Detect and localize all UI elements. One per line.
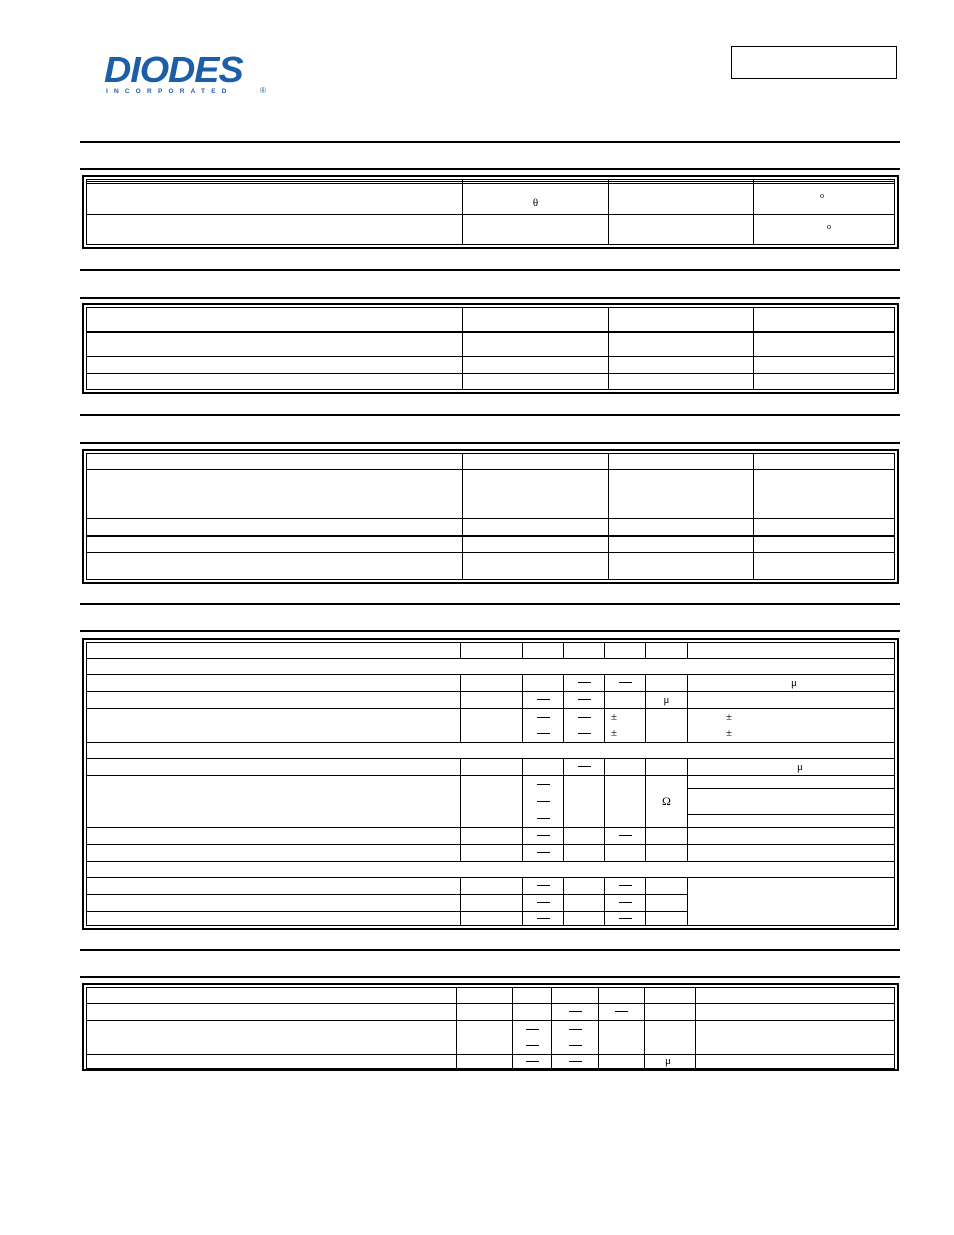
plusminus-symbol: ±: [611, 727, 618, 740]
section-rule-top: [80, 949, 900, 951]
thermal-table: [82, 175, 899, 249]
logo-subtext: INCORPORATED: [106, 88, 233, 95]
ohm-symbol: Ω: [662, 793, 671, 808]
section-rule-top: [80, 414, 900, 416]
ratings-table: [82, 303, 899, 394]
plusminus-symbol: ±: [726, 710, 733, 723]
section-rule-bottom: [80, 297, 900, 299]
section-rule-top: [80, 141, 900, 143]
characteristics-table: [82, 449, 899, 584]
section-rule-bottom: [80, 630, 900, 632]
switching-table: [82, 983, 899, 1071]
micro-symbol: μ: [663, 693, 670, 706]
electrical-characteristics-table: [82, 638, 899, 930]
degree-symbol: o: [827, 221, 831, 231]
logo-wordmark: DIODES: [104, 49, 243, 90]
micro-symbol: μ: [665, 1055, 671, 1067]
section-rule-top: [80, 269, 900, 271]
part-number-box: [731, 46, 897, 79]
diodes-logo: [104, 49, 266, 98]
section-rule-bottom: [80, 976, 900, 978]
micro-symbol: μ: [791, 676, 797, 689]
plusminus-symbol: ±: [611, 710, 618, 723]
registered-mark: ®: [260, 86, 266, 95]
micro-symbol: μ: [797, 760, 803, 773]
section-rule-top: [80, 603, 900, 605]
section-rule-bottom: [80, 442, 900, 444]
theta-symbol: θ: [532, 197, 539, 210]
plusminus-symbol: ±: [726, 727, 733, 740]
section-rule-bottom: [80, 168, 900, 170]
degree-symbol: o: [820, 191, 824, 201]
